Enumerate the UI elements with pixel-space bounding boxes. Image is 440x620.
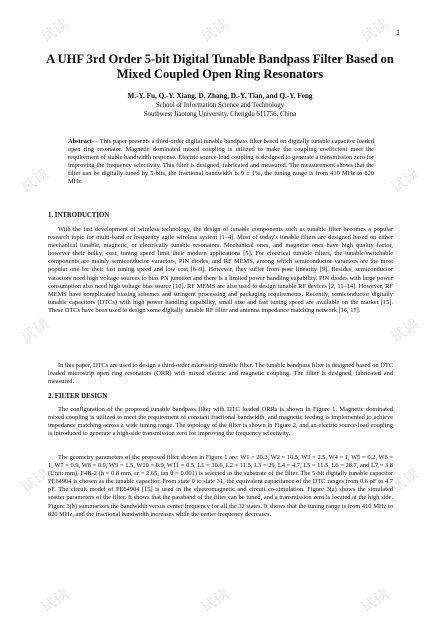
intro-paragraph-1: With the fast development of wireless technology, the design of tunable components such as tunable filter becomes a popular research topic for multi-band or frequency agile wireless system [1–4]. Most of today's tunable filters are designed based on either mechanical tunable, magnetic, or electrically tunable resonators. Mechanical ones, and magnetic ones have high quality factor, however their bulky, cost, tuning speed limit their modern applications [5]. For electrical tunable filters, the tunable/switchable components are mainly semiconductor varactors, PIN diodes, and RF MEMS, among which semiconductor varactors are the most popular one for their fast tuning speed and low cost [6–9]. However, they suffer from poor linearity [9]. Besides, semiconductor varactors need high voltage sources to bias PN junction and there is a limited power handling capability. PIN diodes with large power consumption also need high voltage bias source [10]. RF MEMS are also used to design tunable RF devices [2, 11–14]. However, RF MEMS have complicated biasing schemes and stringent processing and packaging requirements. Recently, semiconductor digitally tunable capacitors (DTCs) with high power handling capability, small size and fast tuning speed are available on the market [15]. These DTCs have been used to design some digitally tunable RF filter and antenna impedance matching network [16, 17]. — [48, 226, 393, 314]
watermark: 试读 — [388, 315, 423, 346]
watermark: 试读 — [388, 165, 423, 196]
filter-paragraph-1: The configuration of the proposed tunable bandpass filter with DTC loaded ORRs is shown in Figure 1. Magnetic dominated mixed coupling is utilized to meet the requirement of constant fractional bandwidth, and magnetic feeding is implemented to achieve impedance matching across a wide tuning range. The topology of the filter is shown in Figure 2, and an electric source-load coupling is introduced to generate a high-side transmission zero for improving the frequency selectivity. — [48, 406, 393, 438]
watermark: 试读 — [38, 15, 73, 46]
watermark: 试读 — [18, 165, 53, 196]
watermark: 试读 — [388, 465, 423, 496]
watermark: 试读 — [198, 15, 233, 46]
abstract — [68, 138, 374, 187]
watermark: 试读 — [198, 585, 233, 616]
watermark: 试读 — [18, 315, 53, 346]
abstract-label: Abstract — [68, 138, 92, 145]
watermark: 试读 — [38, 585, 73, 616]
paper-title: A UHF 3rd Order 5-bit Digital Tunable Bandpass Filter Based on Mixed Coupled Open Ring Resonators — [46, 52, 394, 81]
watermark: 试读 — [358, 15, 393, 46]
section-heading-filter-design: 2. FILTER DESIGN — [48, 393, 108, 400]
abstract-text: — This paper presents a third-order digital tunable bandpass filter based on digitally tunable capacitor loaded open ring resonator. Magnetic dominated mixed coupling is utilized to make the coupling coefficient meet the requirement of stable bandwidth response. Electric source-load coupling is designed to generate a transmission zero for improving the frequency selectivity. This filter is designed, fabricated and measured. The measurement shows that the filter can be digitally tuned by 5-bits, the fractional bandwidth is 9 ± 1%, the tuning range is from 410 MHz to 820 MHz. — [68, 138, 374, 186]
page-number: 1 — [396, 28, 400, 37]
watermark: 试读 — [18, 465, 53, 496]
intro-paragraph-2: In this paper, DTCs are used to design a third-order microstrip tunable filter. The tunable bandpass filter is designed based on DTC loaded microstrip open ring resonators (ORR) with mixed electric and magnetic coupling. The filter is designed, fabricated and measured. — [48, 362, 393, 386]
author-list: M.-Y. Fu, Q.-Y. Xiang, D. Zhang, D.-Y. Tian, and Q.-Y. Feng — [127, 92, 313, 100]
affiliation-line-1: School of Information Science and Technology — [155, 102, 285, 109]
affiliation-line-2: Southwest Jiaotong University, Chengdu 611756, China — [143, 111, 297, 118]
section-heading-introduction: 1. INTRODUCTION — [48, 212, 110, 219]
filter-paragraph-2: The geometry parameters of the proposed filter shown in Figure 1 are: W1 = 20.3, W2 = 10.5, W3 = 2.5, W4 = 1, W5 = 0.2, W6 = 1, W7 = 0.9, W8 = 0.9, W9 = 1.5, W10 = 0.9, W11 = 0.5, L1 = 30.6, L2 = 11.5, L3 = 29, L4 = 4.7, L5 = 11.5, L6 = 28.7, and L7 = 3.8 (Unit: mm). F4B-2 (h = 0.8 mm, εr = 2.65, tan θ = 0.001) is selected as the substrate of the filter. The 5-bit digitally tunable capacitor PE64904 is chosen as the tunable capacitor. From state 0 to state 31, the equivalent capacitance of the DTC ranges from 0.6 pF to 4.7 pF. The circuit model of PE64904 [15] is used in the electromagnetic and circuit co-simulation. Figure 3(a) shows the simulated scatter parameters of the filter. It shows that the passband of the filter can be tuned, and a transmission zero is located at the high side. Figure 3(b) summarizes the bandwidth versus center frequency for all the 32 states. It shows that the tuning range is from 410 MHz to 820 MHz, and the fractional bandwidth increases while the center frequency decreases. — [48, 454, 393, 518]
watermark: 试读 — [358, 585, 393, 616]
